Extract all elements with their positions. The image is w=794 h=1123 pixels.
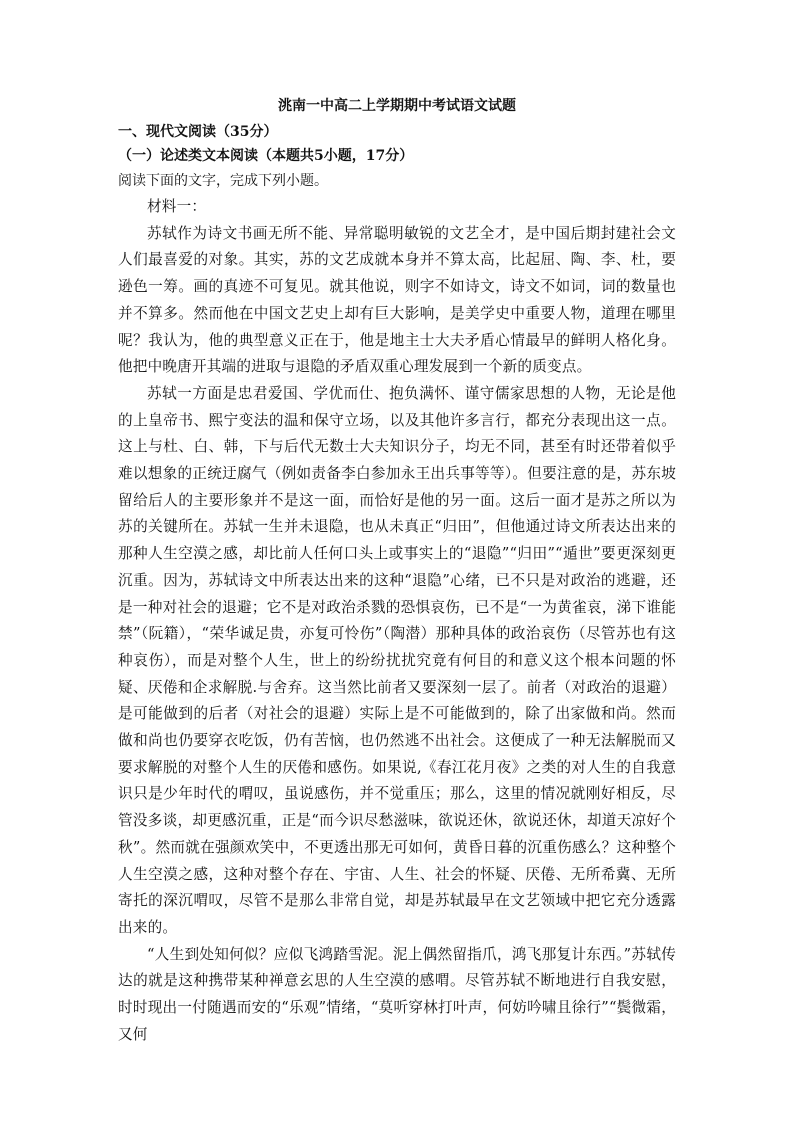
subsection-heading: （一）论述类文本阅读（本题共5小题，17分） [118, 148, 414, 164]
paragraph-3: “人生到处知何似？应似飞鸿踏雪泥。泥上偶然留指爪，鸿飞那复计东西。”苏轼传达的就是这种携带某种禅意玄思的人生空漠的感喟。尽管苏轼不断地进行自我安慰，时时现出一付随遇而安的“乐观”情绪，“莫听穿林打叶声，何妨吟啸且徐行”“鬓微霜，又何 [118, 945, 676, 1043]
paragraph-1: 苏轼作为诗文书画无所不能、异常聪明敏锐的文艺全才，是中国后期封建社会文人们最喜爱的对象。其实，苏的文艺成就本身并不算太高，比起屈、陶、李、杜，要逊色一筹。画的真迹不可复见。就其他说，则字不如诗文，诗文不如词，词的数量也并不算多。然而他在中国文艺史上却有巨大影响，是美学史中重要人物，道理在哪里呢？我认为，他的典型意义正在于，他是地主士大夫矛盾心情最早的鲜明人格化身。他把中晚唐开其端的进取与退隐的矛盾双重心理发展到一个新的质变点。 [118, 224, 676, 376]
paragraph-2: 苏轼一方面是忠君爱国、学优而仕、抱负满怀、谨守儒家思想的人物，无论是他的上皇帝书、熙宁变法的温和保守立场，以及其他许多言行，都充分表现出这一点。这上与杜、白、韩，下与后代无数士大夫知识分子，均无不同，甚至有时还带着似乎难以想象的正统迂腐气（例如责备李白参加永王出兵事等等）。但要注意的是，苏东坡留给后人的主要形象并不是这一面，而恰好是他的另一面。这后一面才是苏之所以为苏的关键所在。苏轼一生并未退隐，也从未真正“归田”，但他通过诗文所表达出来的那种人生空漠之感，却比前人任何口头上或事实上的“退隐”“归田”“遁世”要更深刻更沉重。因为，苏轼诗文中所表达出来的这种“退隐”心绪，已不只是对政治的逃避，还是一种对社会的退避；它不是对政治杀戮的恐惧哀伤，已不是“一为黄雀哀，涕下谁能禁”（阮籍），“荣华诚足贵，亦复可怜伤”（陶潜）那种具体的政治哀伤（尽管苏也有这种哀伤），而是对整个人生，世上的纷纷扰扰究竟有何目的和意义这个根本问题的怀疑、厌倦和企求解脱.与舍弃。这当然比前者又要深刻一层了。前者（对政治的退避）是可能做到的后者（对社会的退避）实际上是不可能做到的，除了出家做和尚。然而做和尚也仍要穿衣吃饭，仍有苦恼，也仍然逃不出社会。这便成了一种无法解脱而又要求解脱的对整个人生的厌倦和感伤。如果说,《春江花月夜》之类的对人生的自我意识只是少年时代的喟叹，虽说感伤，并不觉重压；那么，这里的情况就刚好相反，尽管没多谈，却更感沉重，正是“而今识尽愁滋味，欲说还休，欲说还休，却道天凉好个秋”。然而就在强颜欢笑中，不更透出那无可如何，黄昏日暮的沉重伤感么？这种整个人生空漠之感，这种对整个存在、宇宙、人生、社会的怀疑、厌倦、无所希冀、无所寄托的深沉喟叹，尽管不是那么非常自觉，却是苏轼最早在文艺领域中把它充分透露出来的。 [118, 384, 676, 936]
document-page [118, 96, 676, 1049]
section-heading: 一、现代文阅读（35分） [118, 124, 278, 140]
document-title: 洮南一中高二上学期期中考试语文试题 [278, 98, 516, 114]
material-label: 材料一： [147, 198, 207, 215]
instruction-text: 阅读下面的文字，完成下列小题。 [118, 173, 328, 189]
